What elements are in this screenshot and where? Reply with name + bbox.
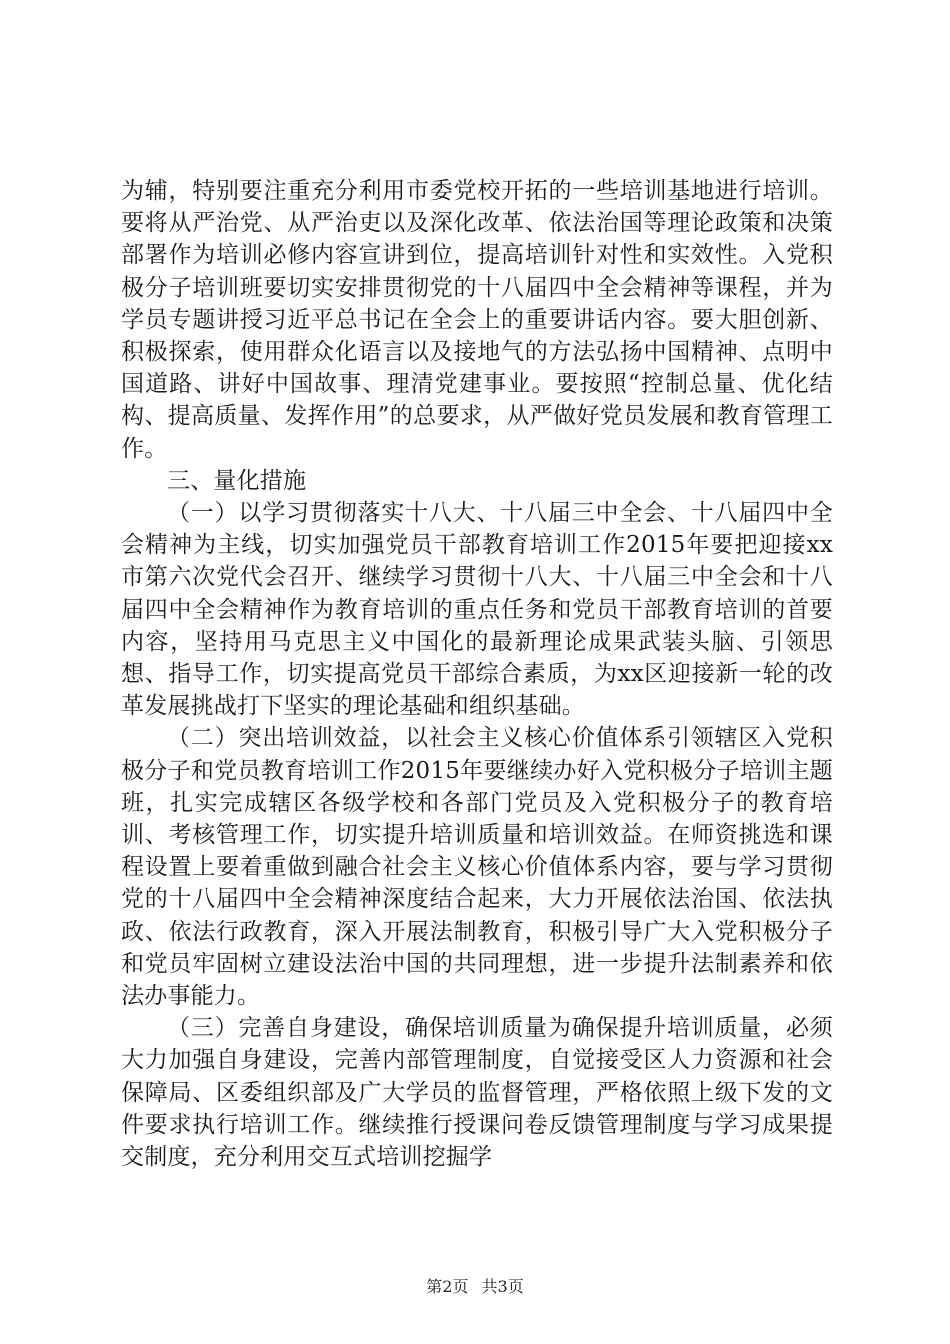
paragraph-continued: 为辅，特别要注重充分利用市委党校开拓的一些培训基地进行培训。要将从严治党、从严治吏以及深化改革、依法治国等理论政策和决策部署作为培训必修内容宣讲到位，提高培训针对性和实效性。入党积极分子培训班要切实安排贯彻党的十八届四中全会精神等课程，并为学员专题讲授习近平总书记在全会上的重要讲话内容。要大胆创新、积极探索，使用群众化语言以及接地气的方法弘扬中国精神、点明中国道路、讲好中国故事、理清党建事业。要按照“控制总量、优化结构、提高质量、发挥作用”的总要求，从严做好党员发展和教育管理工作。 [121, 178, 833, 462]
page-total: 共3页 [481, 1277, 524, 1296]
section-heading-measures: 三、量化措施 [167, 467, 307, 494]
paragraph-item-1: （一）以学习贯彻落实十八大、十八届三中全会、十八届四中全会精神为主线，切实加强党员干部教育培训工作2015年要把迎接xx市第六次党代会召开、继续学习贯彻十八大、十八届三中全会和十八届四中全会精神作为教育培训的重点任务和党员干部教育培训的首要内容，坚持用马克思主义中国化的最新理论成果武装头脑、引领思想、指导工作，切实提高党员干部综合素质，为xx区迎接新一轮的改革发展挑战打下坚实的理论基础和组织基础。 [121, 500, 833, 720]
paragraph-item-2: （二）突出培训效益，以社会主义核心价值体系引领辖区入党积极分子和党员教育培训工作2015年要继续办好入党积极分子培训主题班，扎实完成辖区各级学校和各部门党员及入党积极分子的教育培训、考核管理工作，切实提升培训质量和培训效益。在师资挑选和课程设置上要着重做到融合社会主义核心价值体系内容，要与学习贯彻党的十八届四中全会精神深度结合起来，大力开展依法治国、依法执政、依法行政教育，深入开展法制教育，积极引导广大入党积极分子和党员牢固树立建设法治中国的共同理想，进一步提升法制素养和依法办事能力。 [121, 725, 833, 1010]
page-number: 第2页 [426, 1277, 469, 1296]
document-body [121, 175, 833, 1173]
paragraph-item-3: （三）完善自身建设，确保培训质量为确保提升培训质量，必须大力加强自身建设，完善内部管理制度，自觉接受区人力资源和社会保障局、区委组织部及广大学员的监督管理，严格依照上级下发的文件要求执行培训工作。继续推行授课问卷反馈管理制度与学习成果提交制度，充分利用交互式培训挖掘学 [121, 1015, 833, 1171]
page-footer [0, 1277, 950, 1297]
